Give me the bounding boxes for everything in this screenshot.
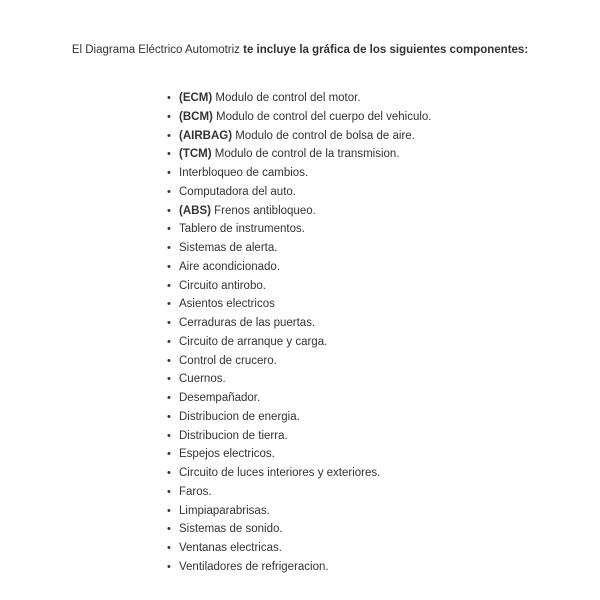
bullet-icon: • (167, 410, 171, 423)
component-description: Faros. (179, 485, 212, 498)
component-list-item (165, 183, 432, 202)
component-list-item (165, 352, 432, 371)
component-description: Desempañador. (179, 392, 261, 404)
component-list-item (165, 145, 432, 164)
component-list-item (165, 314, 432, 333)
component-description: Sistemas de sonido. (179, 523, 283, 536)
component-list-item (165, 483, 432, 502)
component-description: Asientos electricos (179, 298, 275, 311)
component-list-item (165, 277, 432, 296)
component-list-item (165, 427, 432, 446)
intro-text: El Diagrama Eléctrico Automotriz (71, 44, 244, 56)
component-list-item (165, 408, 432, 427)
bullet-icon: • (167, 429, 171, 442)
bullet-icon: • (167, 467, 171, 479)
component-list-item (165, 389, 432, 408)
component-description: Control de crucero. (179, 354, 277, 367)
bullet-icon: • (167, 260, 171, 273)
component-list-item (165, 127, 432, 146)
component-list-item (165, 202, 432, 221)
bullet-icon: • (167, 504, 171, 517)
component-description: Modulo de control del motor. (212, 92, 361, 104)
component-description: Distribucion de tierra. (179, 429, 288, 442)
component-list-item (165, 220, 432, 239)
bullet-icon: • (167, 223, 171, 236)
bullet-icon: • (167, 167, 171, 179)
bullet-icon: • (167, 317, 171, 329)
component-list-item (165, 539, 432, 558)
component-description: Cuernos. (179, 373, 226, 386)
component-list-item (165, 370, 432, 389)
component-list-item (165, 258, 432, 277)
component-description: Aire acondicionado. (179, 260, 281, 273)
component-list (165, 89, 432, 577)
component-code: (BCM) (179, 110, 213, 123)
bullet-icon: • (167, 298, 171, 311)
component-description: Ventanas electricas. (179, 542, 282, 554)
component-list-item (165, 464, 432, 483)
component-list-item (165, 239, 432, 258)
component-description: Interbloqueo de cambios. (179, 167, 309, 179)
component-description: Circuito de arranque y carga. (179, 335, 328, 348)
component-description: Computadora del auto. (179, 185, 296, 198)
component-code: (AIRBAG) (179, 129, 233, 142)
component-description: Espejos electricos. (179, 448, 275, 461)
bullet-icon: • (167, 373, 171, 386)
component-description: Modulo de control de la transmision. (211, 148, 400, 161)
component-list-item (165, 108, 432, 127)
component-list-item (165, 164, 432, 183)
bullet-icon: • (167, 523, 171, 536)
component-list-item (165, 333, 432, 352)
component-description: Circuito antirobo. (179, 279, 266, 292)
bullet-icon: • (167, 560, 171, 573)
bullet-icon: • (167, 279, 171, 292)
bullet-icon: • (167, 92, 171, 104)
component-description: Sistemas de alerta. (179, 242, 278, 254)
bullet-icon: • (167, 129, 171, 142)
component-description: Ventiladores de refrigeracion. (179, 560, 329, 573)
intro-paragraph (60, 42, 540, 58)
component-list-item (165, 89, 432, 108)
component-description: Frenos antibloqueo. (210, 204, 316, 217)
component-list-item (165, 558, 432, 577)
component-description: Cerraduras de las puertas. (179, 317, 316, 329)
component-description: Limpiaparabrisas. (179, 504, 270, 517)
component-list-item (165, 445, 432, 464)
component-code: (ABS) (179, 204, 211, 217)
intro-bold-text: te incluye la gráfica de los siguientes componentes: (243, 44, 529, 56)
bullet-icon: • (167, 148, 171, 161)
bullet-icon: • (167, 485, 171, 498)
bullet-icon: • (167, 185, 171, 198)
component-description: Modulo de control del cuerpo del vehiculo. (212, 110, 432, 123)
bullet-icon: • (167, 354, 171, 367)
component-code: (ECM) (179, 92, 213, 104)
component-list-item (165, 502, 432, 521)
component-description: Tablero de instrumentos. (179, 223, 305, 236)
component-description: Circuito de luces interiores y exteriores. (179, 467, 381, 479)
component-description: Distribucion de energia. (179, 410, 300, 423)
bullet-icon: • (167, 542, 171, 554)
bullet-icon: • (167, 204, 171, 217)
bullet-icon: • (167, 448, 171, 461)
component-list-item (165, 295, 432, 314)
component-description: Modulo de control de bolsa de aire. (232, 129, 415, 142)
bullet-icon: • (167, 242, 171, 254)
bullet-icon: • (167, 110, 171, 123)
component-list-item (165, 520, 432, 539)
bullet-icon: • (167, 335, 171, 348)
bullet-icon: • (167, 392, 171, 404)
component-code: (TCM) (179, 148, 212, 161)
